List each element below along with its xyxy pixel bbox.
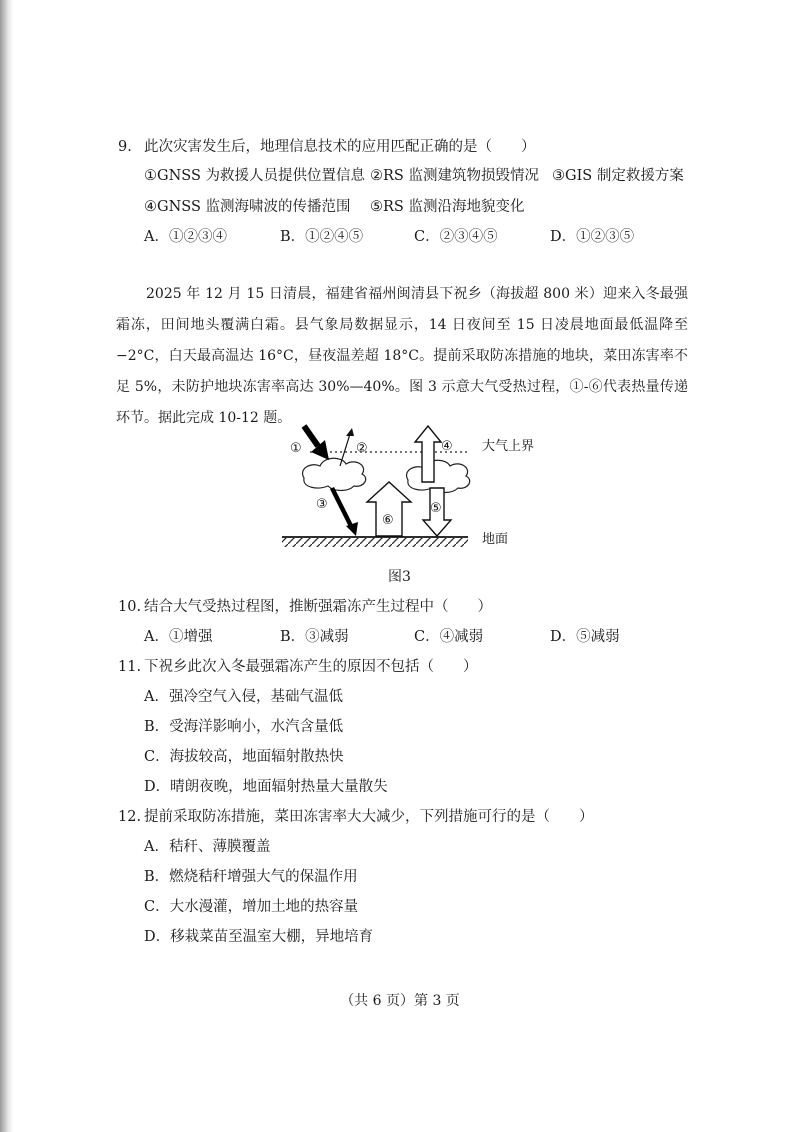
q11-option-d: D．晴朗夜晚，地面辐射热量大量散失 (144, 779, 388, 795)
q9-item-5: ⑤RS 监测沿海地貌变化 (370, 199, 525, 215)
question-number: 11. (118, 659, 142, 675)
question-stem: 提前采取防冻措施，菜田冻害率大大减少，下列措施可行的是（ ） (144, 809, 594, 825)
q11-option-b: B．受海洋影响小，水汽含量低 (144, 719, 344, 735)
q10-option-b: B．③减弱 (280, 629, 349, 645)
question-10 (118, 597, 492, 617)
arrow-3-to-ground (332, 488, 352, 528)
label-6: ⑥ (382, 513, 394, 528)
q9-item-3: ③GIS 制定救援方案 (552, 168, 684, 184)
question-stem: 结合大气受热过程图，推断强霜冻产生过程中（ ） (144, 599, 492, 615)
q9-option-c: C．②③④⑤ (414, 229, 498, 245)
label-atmosphere-top: 大气上界 (482, 439, 535, 454)
question-12 (118, 807, 594, 827)
arrow-2-reflected (340, 434, 350, 466)
question-stem: 此次灾害发生后，地理信息技术的应用匹配正确的是（ ） (144, 139, 536, 155)
arrow-1-solar (304, 426, 318, 446)
q9-item-2: ②RS 监测建筑物损毁情况 (370, 168, 539, 184)
q10-option-a: A．①增强 (144, 629, 213, 645)
figure-caption: 图3 (388, 569, 411, 585)
label-5: ⑤ (430, 501, 442, 516)
q12-option-d: D．移栽菜苗至温室大棚，异地培育 (144, 929, 374, 945)
q9-item-4: ④GNSS 监测海啸波的传播范围 (144, 199, 351, 215)
q10-option-d: D．⑤减弱 (550, 629, 620, 645)
question-number: 10. (118, 599, 142, 615)
q12-option-c: C．大水漫灌，增加土地的热容量 (144, 899, 359, 915)
label-ground: 地面 (482, 532, 509, 547)
ground-hatch (282, 538, 468, 547)
label-3: ③ (316, 497, 328, 512)
question-11 (118, 657, 478, 677)
q9-option-b: B．①②④⑤ (280, 229, 364, 245)
question-stem: 下祝乡此次入冬最强霜冻产生的原因不包括（ ） (144, 659, 478, 675)
q9-option-d: D．①②③⑤ (550, 229, 635, 245)
cloud-left (303, 458, 366, 490)
label-2: ② (356, 441, 368, 456)
question-number: 12. (118, 809, 142, 825)
q11-option-a: A．强冷空气入侵，基础气温低 (144, 689, 343, 705)
question-9 (118, 137, 536, 157)
arrow-2-head (346, 428, 354, 436)
label-1: ① (290, 441, 302, 456)
q9-option-a: A．①②③④ (144, 229, 227, 245)
page-footer: （共 6 页）第 3 页 (340, 993, 460, 1009)
q11-option-c: C．海拔较高，地面辐射散热快 (144, 749, 344, 765)
q9-item-1: ①GNSS 为救援人员提供位置信息 (144, 168, 365, 184)
atmosphere-heating-diagram (0, 424, 800, 554)
q12-option-b: B．燃烧秸秆增强大气的保温作用 (144, 869, 358, 885)
label-4: ④ (441, 439, 453, 454)
passage-text: 2025 年 12 月 15 日清晨，福建省福州闽清县下祝乡（海拔超 800 米）迎来入冬最强霜冻，田间地头覆满白霜。县气象局数据显示，14 日夜间至 15 日凌晨地面最低温降至−2°C，白天最高温达 16°C，昼夜温差超 18°C。提前采取防冻措施的地块，菜田冻害率不足 5%，未防护地块冻害率高达 30%—40%。图 3 示意大气受热过程，①-⑥代表热量传递环节。据此完成 10-12 题。 (116, 286, 688, 426)
question-number: 9. (118, 139, 132, 155)
q10-option-c: C．④减弱 (414, 629, 484, 645)
q12-option-a: A．秸秆、薄膜覆盖 (144, 839, 271, 855)
scan-edge (0, 0, 14, 1132)
